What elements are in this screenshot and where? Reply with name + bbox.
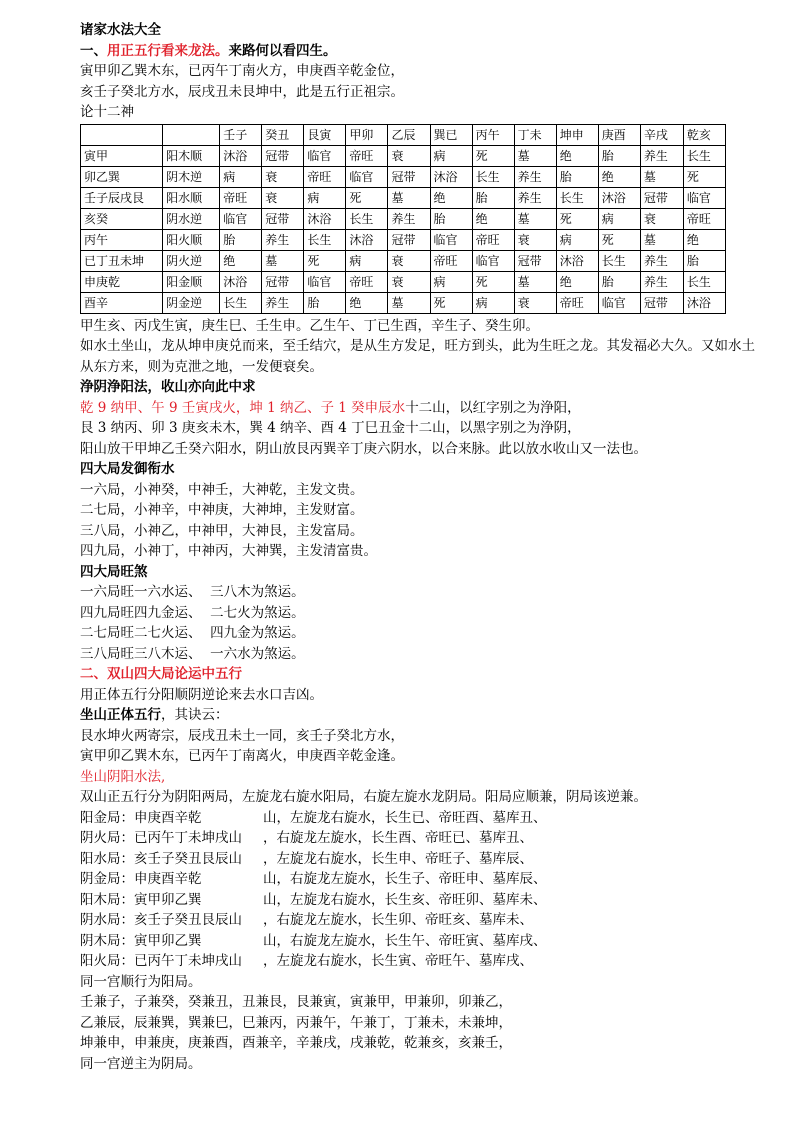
zuoshan-heading: 坐山正体五行: [80, 707, 161, 723]
jingyin-line3: 阳山放干甲坤乙壬癸六阳水，阴山放艮丙巽辛丁庚六阴水，以合来脉。此以放水收山又一法也。: [80, 440, 647, 457]
table-cell: 临官: [346, 166, 388, 187]
yinyang-row: [80, 828, 760, 849]
section2-line: 用正体五行分阳顺阴逆论来去水口吉凶。: [80, 686, 323, 703]
yinyang-row: [80, 910, 760, 931]
table-cell: 冠带: [388, 166, 430, 187]
four-yu-heading: 四大局发御衔水: [80, 461, 175, 477]
table-cell: 帝旺: [430, 250, 472, 271]
table-cell: 长生: [220, 292, 262, 313]
table-cell: 死: [346, 187, 388, 208]
table-cell: 养生: [640, 145, 683, 166]
four-yu-line: 四九局，小神丁，中神丙，大神巽，主发清富贵。: [80, 543, 377, 559]
table-cell: 绝: [556, 145, 598, 166]
table-cell: 临官: [430, 229, 472, 250]
table-cell: 长生: [304, 229, 346, 250]
table-cell: 死: [430, 292, 472, 313]
yinyang-row-rest: ，右旋龙左旋水，长生酉、帝旺已、墓库丑、: [263, 830, 533, 846]
table-cell: 墓: [514, 208, 556, 229]
table-cell: 冠带: [640, 187, 683, 208]
twelve-gods-table: [80, 124, 726, 314]
table-cell: 乙辰: [388, 124, 430, 145]
table-cell: 帝旺: [304, 166, 346, 187]
table-cell: 阳金顺: [163, 271, 220, 292]
table-cell: 绝: [556, 271, 598, 292]
table-cell: 乾亥: [683, 124, 725, 145]
yinyang-row-rest: ，左旋龙右旋水，长生申、帝旺子、墓库辰、: [263, 850, 533, 867]
table-header-row: [81, 124, 726, 145]
yinyang-row: [80, 951, 760, 972]
table-cell: 病: [430, 271, 472, 292]
table-cell: 衰: [640, 208, 683, 229]
table-cell: 帝旺: [220, 187, 262, 208]
yinyang-row-name: 阳水局：亥壬子癸丑艮辰山: [80, 850, 242, 867]
table-row: [81, 145, 726, 166]
table-cell: 养生: [262, 292, 304, 313]
table-cell: 阴水逆: [163, 208, 220, 229]
table-cell: 冠带: [640, 292, 683, 313]
yinyang-row: [80, 931, 760, 952]
verse1-line2: 亥壬子癸北方水，辰戌丑未艮坤中，此是五行正祖宗。: [80, 83, 404, 100]
zuoshan-tail: ，其诀云：: [161, 707, 229, 723]
s1-bold: 来路何以看四生。: [228, 42, 337, 59]
yinyang-row-name: 阴水局：亥壬子癸丑艮辰山: [80, 912, 242, 928]
table-cell: 衰: [514, 292, 556, 313]
table-cell: 冠带: [388, 229, 430, 250]
yinyang-heading: 坐山阴阳水法,: [80, 768, 166, 785]
yinyang-row-rest: 山，右旋龙左旋水，长生子、帝旺申、墓库辰、: [263, 871, 547, 887]
yin-note: 同一宫逆主为阴局。: [80, 1055, 202, 1072]
table-cell: 已丁丑未坤: [81, 250, 163, 271]
yinyang-row-name: 阴金局：申庚酉辛乾: [80, 871, 202, 887]
table-cell: 胎: [556, 166, 598, 187]
table-cell: 坤申: [556, 124, 598, 145]
yang-note: 同一宫顺行为阳局。: [80, 973, 202, 990]
table-cell: 病: [472, 292, 514, 313]
table-cell: 阳水顺: [163, 187, 220, 208]
table-cell: [81, 124, 163, 145]
four-wang-line: 一六局旺一六水运、 三八木为煞运。: [80, 584, 305, 600]
table-cell: 沐浴: [683, 292, 725, 313]
table-cell: 沐浴: [304, 208, 346, 229]
table-cell: 养生: [640, 250, 683, 271]
table-cell: 胎: [598, 271, 640, 292]
verse1-line1: 寅甲卯乙巽木东，已丙午丁南火方，申庚酉辛乾金位，: [80, 63, 404, 79]
zuoshan-heading-line: [80, 705, 760, 726]
table-cell: 墓: [640, 166, 683, 187]
table-cell: 绝: [472, 208, 514, 229]
table-caption: 论十二神: [80, 104, 134, 120]
table-cell: 长生: [556, 187, 598, 208]
table-cell: 阴火逆: [163, 250, 220, 271]
table-cell: 死: [472, 145, 514, 166]
yinyang-row-name: 阳木局：寅甲卯乙巽: [80, 891, 202, 908]
table-cell: 墓: [388, 187, 430, 208]
yinyang-row-name: 阴木局：寅甲卯乙巽: [80, 932, 202, 949]
table-cell: 墓: [640, 229, 683, 250]
four-wang-heading: 四大局旺煞: [80, 563, 148, 580]
yinyang-row: [80, 808, 760, 829]
yinyang-row-name: 阳金局：申庚酉辛乾: [80, 809, 202, 826]
yinyang-row-rest: 山，左旋龙右旋水，长生亥、帝旺卯、墓库未、: [263, 891, 547, 908]
jingyin-heading: 浄阴浄阳法，收山亦向此中求: [80, 379, 256, 395]
jian-line: 壬兼子，子兼癸，癸兼丑，丑兼艮，艮兼寅，寅兼甲，甲兼卯，卯兼乙，: [80, 994, 512, 1010]
table-cell: 胎: [220, 229, 262, 250]
yinyang-row-name: 阴火局：已丙午丁未坤戌山: [80, 830, 242, 846]
table-cell: 死: [556, 208, 598, 229]
s1-red: 用正五行看来龙法。: [107, 42, 229, 59]
table-cell: 临官: [304, 271, 346, 292]
table-row: [81, 229, 726, 250]
table-cell: 酉辛: [81, 292, 163, 313]
table-cell: 丙午: [81, 229, 163, 250]
table-cell: 长生: [683, 271, 725, 292]
four-yu-line: 二七局，小神辛，中神庚，大神坤，主发财富。: [80, 502, 364, 518]
table-cell: 病: [598, 208, 640, 229]
table-cell: 绝: [220, 250, 262, 271]
table-cell: 壬子: [220, 124, 262, 145]
table-cell: 沐浴: [556, 250, 598, 271]
jingyin-red-tail: 十二山，以红字别之为浄阳，: [405, 399, 581, 416]
table-cell: 墓: [514, 145, 556, 166]
table-cell: 养生: [514, 166, 556, 187]
table-cell: 胎: [304, 292, 346, 313]
table-cell: 临官: [683, 187, 725, 208]
yinyang-row-rest: 山，右旋龙左旋水，长生午、帝旺寅、墓库戌、: [263, 932, 547, 949]
table-cell: 丙午: [472, 124, 514, 145]
table-cell: 帝旺: [346, 271, 388, 292]
table-cell: 辛戌: [640, 124, 683, 145]
section2-heading: 二、双山四大局论运中五行: [80, 666, 242, 682]
table-cell: 墓: [514, 271, 556, 292]
table-cell: 巽已: [430, 124, 472, 145]
jian-line: 乙兼辰，辰兼巽，巽兼巳，巳兼丙，丙兼午，午兼丁，丁兼未，未兼坤，: [80, 1014, 512, 1031]
table-cell: 绝: [346, 292, 388, 313]
table-cell: 冠带: [514, 250, 556, 271]
table-cell: 临官: [304, 145, 346, 166]
table-cell: 艮寅: [304, 124, 346, 145]
table-cell: 病: [304, 187, 346, 208]
table-cell: 病: [346, 250, 388, 271]
table-cell: 衰: [388, 271, 430, 292]
table-cell: 冠带: [262, 145, 304, 166]
table-cell: 亥癸: [81, 208, 163, 229]
yinyang-row-name: 阳火局：已丙午丁未坤戌山: [80, 953, 242, 969]
table-cell: 衰: [388, 145, 430, 166]
after-table-paragraph: 如水土坐山，龙从坤申庚兑而来，至壬结穴，是从生方发足，旺方到头，此为生旺之龙。其发福必大久。又如水土从东方来，则为克泄之地，一发便衰矣。: [80, 338, 755, 375]
table-cell: [163, 124, 220, 145]
table-row: [81, 292, 726, 313]
yinyang-row-rest: ，左旋龙右旋水，长生寅、帝旺午、墓库戌、: [263, 953, 533, 969]
table-cell: 沐浴: [220, 145, 262, 166]
yinyang-row: [80, 890, 760, 911]
table-cell: 养生: [262, 229, 304, 250]
four-yu-line: 三八局，小神乙，中神甲，大神艮，主发富局。: [80, 522, 364, 539]
table-cell: 绝: [430, 187, 472, 208]
table-cell: 胎: [598, 145, 640, 166]
table-cell: 养生: [514, 187, 556, 208]
yinyang-intro: 双山正五行分为阴阳两局，左旋龙右旋水阳局，右旋左旋水龙阴局。阳局应顺兼，阴局该逆兼。: [80, 789, 647, 805]
table-cell: 阴木逆: [163, 166, 220, 187]
table-cell: 沐浴: [598, 187, 640, 208]
table-cell: 阳火顺: [163, 229, 220, 250]
jingyin-red: 乾 9 纳甲、午 9 壬寅戌火，坤 1 纳乙、子 1 癸申辰水: [80, 399, 406, 416]
table-cell: 卯乙巽: [81, 166, 163, 187]
table-cell: 帝旺: [556, 292, 598, 313]
table-cell: 病: [430, 145, 472, 166]
table-cell: 死: [683, 166, 725, 187]
table-cell: 绝: [683, 229, 725, 250]
table-cell: 阳木顺: [163, 145, 220, 166]
table-cell: 临官: [472, 250, 514, 271]
table-cell: 长生: [598, 250, 640, 271]
table-cell: 墓: [262, 250, 304, 271]
table-row: [81, 271, 726, 292]
table-cell: 长生: [472, 166, 514, 187]
table-cell: 冠带: [262, 208, 304, 229]
table-cell: 胎: [683, 250, 725, 271]
four-yu-line: 一六局，小神癸，中神壬，大神乾，主发文贵。: [80, 481, 364, 498]
table-cell: 阴金逆: [163, 292, 220, 313]
table-cell: 胎: [430, 208, 472, 229]
zuoshan-line2: 寅甲卯乙巽木东，已丙午丁南离火，申庚酉辛乾金逢。: [80, 748, 404, 764]
table-cell: 沐浴: [346, 229, 388, 250]
jingyin-line2: 艮 3 纳丙、卯 3 庚亥未木，巽 4 纳辛、酉 4 丁巳丑金十二山，以黑字别之为浄阴，: [80, 420, 581, 436]
table-row: [81, 250, 726, 271]
table-cell: 胎: [472, 187, 514, 208]
jingyin-line1: [80, 398, 760, 419]
zuoshan-line1: 艮水坤火两寄宗，辰戌丑未土一同，亥壬子癸北方水，: [80, 727, 404, 744]
s1-num: 一、: [80, 42, 107, 59]
table-cell: 长生: [346, 208, 388, 229]
table-cell: 绝: [598, 166, 640, 187]
table-cell: 衰: [514, 229, 556, 250]
yinyang-row-rest: 山，左旋龙右旋水，长生已、帝旺酉、墓库丑、: [263, 809, 547, 826]
jian-line: 坤兼申，申兼庚，庚兼酉，酉兼辛，辛兼戌，戌兼乾，乾兼亥，亥兼壬，: [80, 1035, 512, 1051]
table-row: [81, 208, 726, 229]
doc-title: 诸家水法大全: [80, 22, 161, 38]
table-cell: 帝旺: [683, 208, 725, 229]
yinyang-rows: [80, 808, 760, 972]
table-row: [81, 166, 726, 187]
table-cell: 丁未: [514, 124, 556, 145]
section1-heading: [80, 41, 760, 62]
table-cell: 衰: [262, 187, 304, 208]
table-cell: 墓: [388, 292, 430, 313]
table-cell: 养生: [388, 208, 430, 229]
table-cell: 衰: [262, 166, 304, 187]
table-cell: 临官: [598, 292, 640, 313]
table-cell: 帝旺: [346, 145, 388, 166]
table-cell: 沐浴: [220, 271, 262, 292]
yinyang-row-rest: ，右旋龙左旋水，长生卯、帝旺亥、墓库未、: [263, 912, 533, 928]
table-cell: 沐浴: [430, 166, 472, 187]
table-cell: 死: [472, 271, 514, 292]
after-table-line: 甲生亥、丙戊生寅，庚生巳、壬生申。乙生午、丁已生酉，辛生子、癸生卯。: [80, 317, 539, 334]
table-cell: 养生: [640, 271, 683, 292]
table-cell: 壬子辰戌艮: [81, 187, 163, 208]
four-wang-line: 二七局旺二七火运、 四九金为煞运。: [80, 625, 305, 641]
table-row: [81, 187, 726, 208]
table-cell: 死: [598, 229, 640, 250]
four-wang-line: 三八局旺三八木运、 一六水为煞运。: [80, 645, 305, 662]
yinyang-row: [80, 869, 760, 890]
table-cell: 帝旺: [472, 229, 514, 250]
table-cell: 死: [304, 250, 346, 271]
table-cell: 癸丑: [262, 124, 304, 145]
table-cell: 衰: [388, 250, 430, 271]
table-cell: 冠带: [262, 271, 304, 292]
table-cell: 临官: [220, 208, 262, 229]
table-cell: 寅甲: [81, 145, 163, 166]
yinyang-row: [80, 849, 760, 870]
table-cell: 长生: [683, 145, 725, 166]
table-cell: 病: [220, 166, 262, 187]
table-cell: 申庚乾: [81, 271, 163, 292]
table-cell: 甲卯: [346, 124, 388, 145]
table-cell: 病: [556, 229, 598, 250]
four-wang-line: 四九局旺四九金运、 二七火为煞运。: [80, 604, 305, 621]
table-cell: 庚酉: [598, 124, 640, 145]
document-page: [80, 20, 760, 1074]
